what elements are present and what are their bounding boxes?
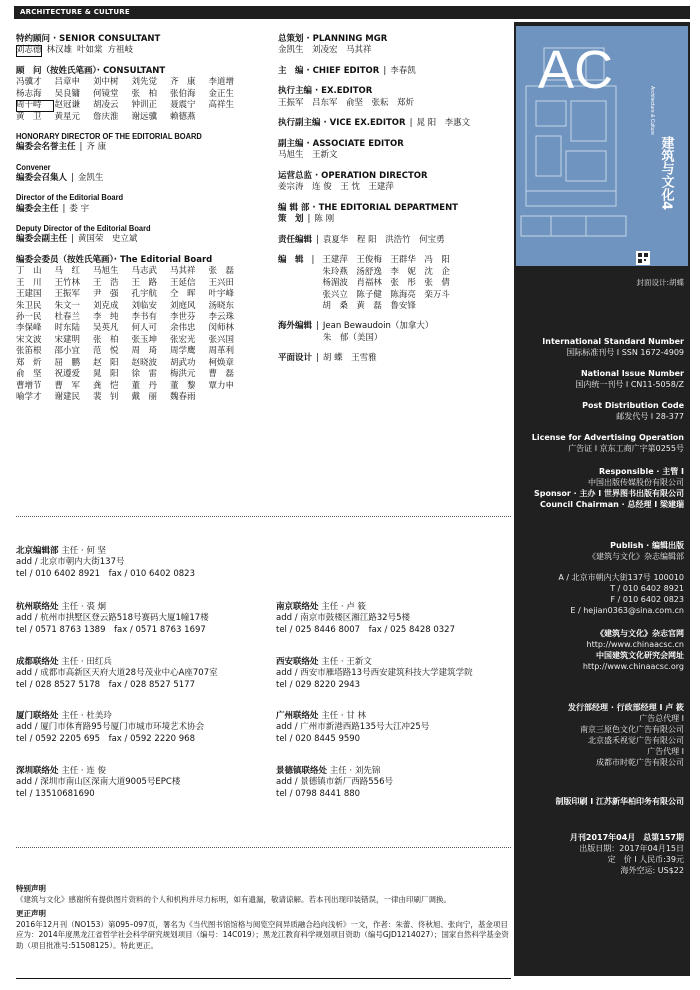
issn-info	[516, 336, 684, 358]
statement-title: 特别声明	[16, 884, 46, 893]
office-name: 南京联络处	[276, 602, 319, 612]
operation-names: 姜宗涛 连 俊 王 忱 王建萍	[278, 182, 394, 193]
consultant-name: 林汉雄	[46, 45, 73, 56]
divider-top	[16, 516, 511, 517]
person-name: 朱文一	[54, 300, 81, 311]
director-block: Director of the Editorial Board 编委会主任 | 娄 宇	[16, 193, 246, 215]
senior-consultant-names	[16, 45, 246, 56]
cover-subtitle: Architecture & Culture	[649, 86, 655, 135]
office-chief: 主任 · 连 俊	[61, 766, 107, 776]
honorary-en: HONORARY DIRECTOR OF THE EDITORIAL BOARD	[16, 132, 202, 142]
responsible-info	[516, 466, 684, 510]
office-name: 北京编辑部	[16, 546, 59, 556]
person-name: 闵师林	[208, 323, 235, 334]
planning-names: 金凯生 刘凌宏 马其祥	[278, 45, 372, 56]
person-name: 汤晓东	[208, 300, 235, 311]
person-name: 余伟忠	[170, 323, 196, 334]
person-name: 俞 坚	[16, 369, 42, 380]
person-name: 赵 阳	[93, 357, 119, 368]
vice-ex-names: 晁 阳 李惠文	[416, 118, 471, 129]
person-name: 胡武功	[170, 357, 196, 368]
person-name: 钟训正	[131, 100, 158, 111]
person-name: 梅洪元	[170, 369, 196, 380]
license-cn: 广告证 I 京东工商广字第0255号	[568, 444, 684, 454]
office-address: add / 北京市朝内大街137号	[16, 557, 125, 568]
consultant-name: 刘志德	[16, 45, 42, 56]
office-address: add / 成都市高新区天府大道28号茂业中心A座707室	[16, 668, 218, 679]
person-name: 李书有	[131, 312, 158, 322]
license-en: License for Advertising Operation	[531, 433, 684, 442]
person-name: 李云珠	[208, 312, 235, 322]
person-name: 李 纯	[93, 312, 119, 322]
operation-title: 运营总监 · OPERATION DIRECTOR	[278, 170, 428, 181]
office-chengdu	[16, 657, 256, 691]
person-name: 尹 强	[93, 289, 119, 300]
responsible-line: Sponsor · 主办 I 世界图书出版有限公司	[533, 489, 684, 499]
office-chief: 主任 · 甘 林	[321, 711, 367, 721]
office-address: add / 南京市鼓楼区湘江路32号5楼	[276, 613, 410, 624]
person-name: 李保峰	[16, 323, 42, 334]
person-name: 赵晓波	[131, 357, 158, 368]
board-names	[16, 266, 246, 404]
ads-line: 成都市时乾广告有限公司	[596, 758, 684, 768]
person-name: 邵小宜	[54, 346, 81, 357]
editorial-dept-block: 编 辑 部 · THE EDITORIAL DEPARTMENT 策 划 | 陈 刚	[278, 203, 510, 226]
convener-en: Convener	[16, 162, 51, 173]
bottom-rule	[16, 978, 511, 979]
website-url: http://www.chinaacsc.cn	[586, 640, 684, 650]
publish-info	[516, 540, 684, 562]
person-name: 王竹林	[54, 277, 81, 288]
editors-row: 胡 桑 黄 磊 鲁安锋	[322, 300, 416, 311]
office-chief: 主任 · 杜美玲	[61, 711, 112, 721]
ex-editor-block	[278, 86, 510, 109]
office-chief: 主任 · 刘先锦	[329, 766, 381, 776]
person-name: 高祥生	[208, 100, 235, 111]
ex-editor-title: 执行主编 · EX.EDITOR	[278, 86, 373, 97]
notes-section	[16, 880, 511, 951]
issue-line: 出版日期：2017年04月15日	[579, 844, 684, 854]
person-name: 王兴田	[208, 277, 235, 288]
office-address: add / 西安市雁塔路13号西安建筑科技大学建筑学院	[276, 668, 473, 679]
office-name: 西安联络处	[276, 657, 319, 667]
cover-logo: AC	[538, 40, 614, 100]
cover-credit: 封面设计:胡蝶	[636, 278, 684, 287]
overseas-line1: Jean Bewaudoin（加拿大）	[322, 321, 434, 332]
editors-row: 朱玲燕 汤舒逸 李 妮 沈 企	[322, 266, 450, 277]
chief-title: 主 编 · CHIEF EDITOR	[278, 65, 380, 76]
office-xian	[276, 657, 516, 691]
contact-fax: F / 010 6402 0823	[610, 595, 684, 605]
person-name: 董 丹	[131, 380, 158, 391]
editors-row: 杨湄波 肖福林 张 彤 张 倩	[322, 278, 450, 289]
left-column	[16, 34, 246, 413]
person-name: 周干峙	[16, 100, 54, 111]
ex-editor-names: 王振军 吕东军 俞坚 张耘 郑炘	[278, 97, 415, 108]
post-en: Post Distribution Code	[582, 401, 684, 410]
person-name: 张 磊	[208, 266, 235, 277]
person-name: 刘临安	[131, 300, 158, 311]
person-name: 张 柏	[93, 334, 119, 345]
person-name: 王 川	[16, 277, 42, 288]
issn-cn: 国际标准刊号 I SSN 1672-4909	[566, 348, 684, 358]
editors-label: 编 辑	[278, 255, 304, 266]
board-title: 编委会委员（按姓氏笔画）· The Editorial Board	[16, 254, 213, 265]
person-name: 魏春雨	[170, 392, 196, 403]
contact-email: E / hejian0363@sina.com.cn	[570, 606, 684, 616]
vice-ex-title: 执行副主编 · VICE EX.EDITOR	[278, 118, 406, 129]
person-name: 赵冠谦	[54, 100, 81, 111]
editors-row: 张兴立 陈子健 陈海亮 栾万斗	[322, 289, 450, 300]
overseas-block: 海外编辑 | Jean Bewaudoin（加拿大） 朱 郁（美国）	[278, 321, 434, 343]
chief-name: 李春凯	[390, 65, 416, 76]
person-name: 齐 康	[170, 77, 196, 88]
honorary-name: 齐 康	[86, 142, 107, 153]
operation-block	[278, 171, 510, 194]
office-address: add / 厦门市体育路95号厦门市城市环境艺术协会	[16, 722, 205, 733]
person-name: 郑 炘	[16, 357, 42, 368]
office-chief: 主任 · 田红兵	[61, 657, 112, 667]
issue-line: 定 价 I 人民币:39元	[607, 855, 684, 865]
website-label: 中国建筑文化研究会网址	[596, 651, 684, 661]
person-name: 金正生	[208, 88, 235, 99]
editors-row: 王建萍 王俊梅 王群华 冯 阳	[322, 255, 450, 266]
office-address: add / 杭州市拱墅区登云路518号赛码大厦1幢17楼	[16, 613, 209, 624]
office-nanjing	[276, 602, 516, 636]
ads-line: 发行部经理 · 行政部经理 I 卢 筱	[568, 703, 684, 712]
person-name: 张伯海	[170, 88, 196, 99]
person-name: 杨志海	[16, 88, 42, 99]
website-label: 《建筑与文化》杂志官网	[596, 629, 684, 638]
person-name: 谢远骥	[131, 111, 158, 122]
office-beijing	[16, 546, 256, 580]
person-name: 张宏光	[170, 334, 196, 345]
person-name: 曹 军	[54, 380, 81, 391]
overseas-line2: 朱 郁（美国）	[322, 332, 383, 343]
design-label: 平面设计	[278, 353, 313, 364]
person-name: 柯焕章	[208, 357, 235, 368]
deputy-block: Deputy Director of the Editorial Board 编委会副主任 | 黄国荣 史立斌	[16, 224, 246, 246]
person-name: 喻学才	[16, 392, 42, 403]
convener-block: Convener 编委会召集人 | 金凯生	[16, 163, 246, 185]
person-name: 徐 雷	[131, 369, 158, 380]
person-name: 吴良镛	[54, 88, 81, 99]
middle-column	[278, 34, 510, 374]
planning-block	[278, 34, 510, 57]
person-name: 刘庭风	[170, 300, 196, 311]
office-chief: 主任 · 王新文	[321, 657, 372, 667]
person-name: 黄星元	[54, 111, 81, 122]
section-header-bar	[14, 6, 690, 19]
senior-consultant-block	[16, 34, 246, 57]
ads-line: 南京三原色文化广告有限公司	[580, 725, 684, 735]
associate-names: 马旭生 王新文	[278, 150, 338, 161]
resp-editor-label: 责任编辑	[278, 234, 313, 245]
office-phone: tel / 13510681690	[16, 788, 95, 799]
office-name: 广州联络处	[276, 711, 319, 721]
office-name: 厦门联络处	[16, 711, 59, 721]
design-block: 平面设计 | 胡 蝶 王雪雅	[278, 353, 377, 364]
person-name: 宋文波	[16, 334, 42, 345]
person-name: 裴 钊	[93, 392, 119, 403]
office-chief: 主任 · 卢 筱	[321, 602, 367, 612]
office-address: add / 景德镇市新厂西路556号	[276, 777, 393, 788]
resp-editor-names: 袁夏华 程 阳 洪浩竹 何宝勇	[322, 234, 445, 245]
post-info	[516, 400, 684, 422]
editors-block: 编 辑 | 王建萍 王俊梅 王群华 冯 阳 朱玲燕 汤舒逸 李 妮 沈 企 杨湄波 肖福林 张 彤 张 倩 张兴立 陈子健 陈海亮 栾万斗 胡 桑 黄 磊 鲁安锋	[278, 255, 450, 311]
person-name: 周 琦	[131, 346, 158, 357]
cover-image	[516, 26, 688, 266]
convener-cn: 编委会召集人	[16, 173, 68, 183]
office-address: add / 深圳市南山区深南大道9005号EPC楼	[16, 777, 181, 788]
person-name: 丁 山	[16, 266, 42, 277]
person-name: 王延信	[170, 277, 196, 288]
publish-line: Publish · 编辑出版	[610, 541, 684, 550]
editorial-dept-title: 编 辑 部 · THE EDITORIAL DEPARTMENT	[278, 202, 458, 213]
director-name: 娄 宇	[69, 203, 90, 214]
person-name: 何人可	[131, 323, 158, 334]
office-name: 成都联络处	[16, 657, 59, 667]
vice-ex-block: 执行副主编 · VICE EX.EDITOR | 晁 阳 李惠文	[278, 118, 471, 129]
person-name: 王振军	[54, 289, 81, 300]
contact-tel: T / 010 6402 8921	[610, 584, 684, 594]
person-name: 谢建民	[54, 392, 81, 403]
planning-title: 总策划 · PLANNING MGR	[278, 34, 388, 44]
ads-line: 广告代理 I	[647, 747, 684, 757]
consultant-block	[16, 66, 246, 123]
director-en: Director of the Editorial Board	[16, 193, 124, 203]
office-address: add / 广州市新港西路135号大江冲25号	[276, 722, 430, 733]
issue-info	[516, 832, 684, 876]
office-phone: tel / 025 8446 8007 fax / 025 8428 0327	[276, 624, 455, 635]
ads-line: 北京盛禾视觉广告有限公司	[588, 736, 684, 746]
office-chief: 主任 · 何 坚	[61, 546, 107, 556]
editorial-dept-sub: 策 划	[278, 214, 304, 225]
person-name: 董 黎	[170, 380, 196, 391]
person-name: 张 柏	[131, 88, 158, 99]
person-name: 杜春兰	[54, 312, 81, 322]
senior-consultant-title: 特约顾问 · SENIOR CONSULTANT	[16, 34, 161, 44]
person-name: 晁 阳	[93, 369, 119, 380]
person-name: 刘先觉	[131, 77, 158, 88]
person-name: 吴英凡	[93, 323, 119, 334]
person-name: 时东陆	[54, 323, 81, 334]
person-name: 屈 鹏	[54, 357, 81, 368]
office-hangzhou	[16, 602, 256, 636]
website-url: http://www.chinaacsc.org	[582, 662, 684, 672]
honorary-block: HONORARY DIRECTOR OF THE EDITORIAL BOARD 编委会名誉主任 | 齐 康	[16, 132, 246, 154]
overseas-label: 海外编辑	[278, 321, 313, 332]
contact-info	[516, 572, 684, 616]
office-name: 杭州联络处	[16, 602, 59, 612]
deputy-names: 黄国荣 史立斌	[77, 234, 138, 245]
person-name: 宋建明	[54, 334, 81, 345]
cn-en: National Issue Number	[580, 369, 684, 378]
cn-cn: 国内统一刊号 I CN11-5058/Z	[575, 380, 684, 390]
person-name: 仝 晖	[170, 289, 196, 300]
person-name: 覃力申	[208, 380, 235, 391]
person-name: 聂震宁	[170, 100, 196, 111]
consultant-name: 叶如棠	[77, 45, 103, 56]
deputy-en: Deputy Director of the Editorial Board	[16, 223, 151, 234]
office-phone: tel / 020 8445 9590	[276, 733, 361, 744]
person-name: 冯骥才	[16, 77, 42, 88]
office-chief: 主任 · 裘 炯	[61, 602, 107, 612]
ads-line: 广告总代理 I	[639, 714, 684, 724]
cn-info	[516, 368, 684, 390]
person-name: 何镜堂	[93, 88, 119, 99]
right-panel	[514, 22, 690, 976]
erratum-title: 更正声明	[16, 909, 46, 918]
person-name: 李道增	[208, 77, 235, 88]
person-name: 戴 丽	[131, 392, 158, 403]
responsible-line: Council Chairman · 总经理 I 梁建瑞	[539, 500, 684, 510]
office-guangzhou	[276, 711, 516, 745]
office-phone: tel / 0592 2205 695 fax / 0592 2220 968	[16, 733, 195, 744]
person-name: 孙一民	[16, 312, 42, 322]
issn-en: International Standard Number	[542, 337, 684, 346]
person-name: 曹增节	[16, 380, 42, 391]
editors-names	[322, 255, 450, 312]
person-name: 马旭生	[93, 266, 119, 277]
person-name: 叶宇峰	[208, 289, 235, 300]
person-name: 李世芬	[170, 312, 196, 322]
person-name: 王建国	[16, 289, 42, 300]
office-jingdezhen	[276, 766, 516, 800]
divider-bottom	[16, 847, 511, 848]
office-phone: tel / 0798 8441 880	[276, 788, 361, 799]
associate-title: 副主编 · ASSOCIATE EDITOR	[278, 138, 404, 149]
design-names: 胡 蝶 王雪雅	[322, 353, 377, 364]
office-name: 深圳联络处	[16, 766, 59, 776]
office-xiamen	[16, 711, 256, 745]
statement-text: 《建筑与文化》感谢所有提供图片资料的个人和机构并尽力标明，如有遗漏，敬请谅解。若本刊出现印装错误，一律由印刷厂调换。	[16, 894, 451, 904]
person-name: 范 悦	[93, 346, 119, 357]
office-phone: tel / 028 8527 5178 fax / 028 8527 5177	[16, 679, 195, 690]
office-name: 景德镇联络处	[276, 766, 328, 776]
person-name: 张笛根	[16, 346, 42, 357]
office-phone: tel / 0571 8763 1389 fax / 0571 8763 1697	[16, 624, 206, 635]
person-name: 张玉坤	[131, 334, 158, 345]
deputy-cn: 编委会副主任	[16, 234, 68, 245]
person-name: 周学鹰	[170, 346, 196, 357]
person-name: 詹庆淮	[93, 111, 119, 122]
license-info	[516, 432, 684, 454]
person-name: 吕章申	[54, 77, 81, 88]
consultant-title: 顾 问（按姓氏笔画）· CONSULTANT	[16, 65, 166, 76]
ads-info	[516, 702, 684, 768]
post-cn: 邮发代号 I 28-377	[616, 412, 684, 422]
person-name: 黄 卫	[16, 111, 42, 122]
print-line: 制版印刷 I 江苏新华柏印务有限公司	[555, 797, 684, 806]
person-name: 马其祥	[170, 266, 196, 277]
cover-title: 建筑与文化4	[658, 136, 674, 211]
person-name: 周革利	[208, 346, 235, 357]
person-name: 胡凌云	[93, 100, 119, 111]
person-name: 刘克成	[93, 300, 119, 311]
office-shenzhen	[16, 766, 256, 800]
responsible-line: 中国出版传媒股份有限公司	[588, 478, 684, 488]
issue-line: 月刊2017年04月 总第157期	[569, 833, 684, 842]
office-phone: tel / 010 6402 8921 fax / 010 6402 0823	[16, 568, 195, 579]
person-name: 朱卫民	[16, 300, 42, 311]
issue-line: 海外空运: US$22	[620, 866, 684, 876]
person-name: 赖德燕	[170, 111, 196, 122]
erratum-text: 2016年12月刊（NO153）第095–097页，署名为《当代图书馆馆格与阅览空间异质融合趋向浅析》一文，作者：朱蕾、佟秋旭、张向宁，基金项目应为：2014年度黑龙江省哲学社会科学研究规划项目（编号：14C019）；黑龙江教育科学规划项目资助（编号GJD1214027）；国家自然科学基金资助（项目批准号:51508125）。特此更正。	[16, 919, 509, 950]
associate-block	[278, 139, 510, 162]
person-name: 刘中树	[93, 77, 119, 88]
person-name: 祝遵爱	[54, 369, 81, 380]
honorary-cn: 编委会名誉主任	[16, 142, 76, 153]
person-name: 孔宇航	[131, 289, 158, 300]
print-info	[516, 796, 684, 807]
person-name: 马 红	[54, 266, 81, 277]
section-label: ARCHITECTURE & CULTURE	[20, 8, 130, 16]
cover-floorplan-graphic	[516, 26, 688, 266]
resp-editor-block: 责任编辑 | 袁夏华 程 阳 洪浩竹 何宝勇	[278, 234, 445, 245]
director-cn: 编委会主任	[16, 203, 59, 214]
website-info	[516, 628, 684, 672]
responsible-line: Responsible · 主管 I	[598, 467, 684, 476]
contact-address: A / 北京市朝内大街137号 100010	[558, 573, 684, 582]
office-phone: tel / 029 8220 2943	[276, 679, 361, 690]
convener-name: 金凯生	[77, 173, 104, 183]
person-name: 王 路	[131, 277, 158, 288]
chief-block: 主 编 · CHIEF EDITOR | 李春凯	[278, 65, 416, 76]
person-name: 曹 磊	[208, 369, 235, 380]
consultant-names	[16, 77, 246, 123]
consultant-name: 方祖岐	[107, 45, 134, 56]
editorial-dept-name: 陈 刚	[314, 214, 335, 225]
publish-line: 《建筑与文化》杂志编辑部	[588, 552, 684, 562]
person-name: 王 浩	[93, 277, 119, 288]
person-name: 张兴国	[208, 334, 235, 345]
person-name: 龚 恺	[93, 380, 119, 391]
board-block	[16, 255, 246, 404]
person-name: 马志武	[131, 266, 158, 277]
